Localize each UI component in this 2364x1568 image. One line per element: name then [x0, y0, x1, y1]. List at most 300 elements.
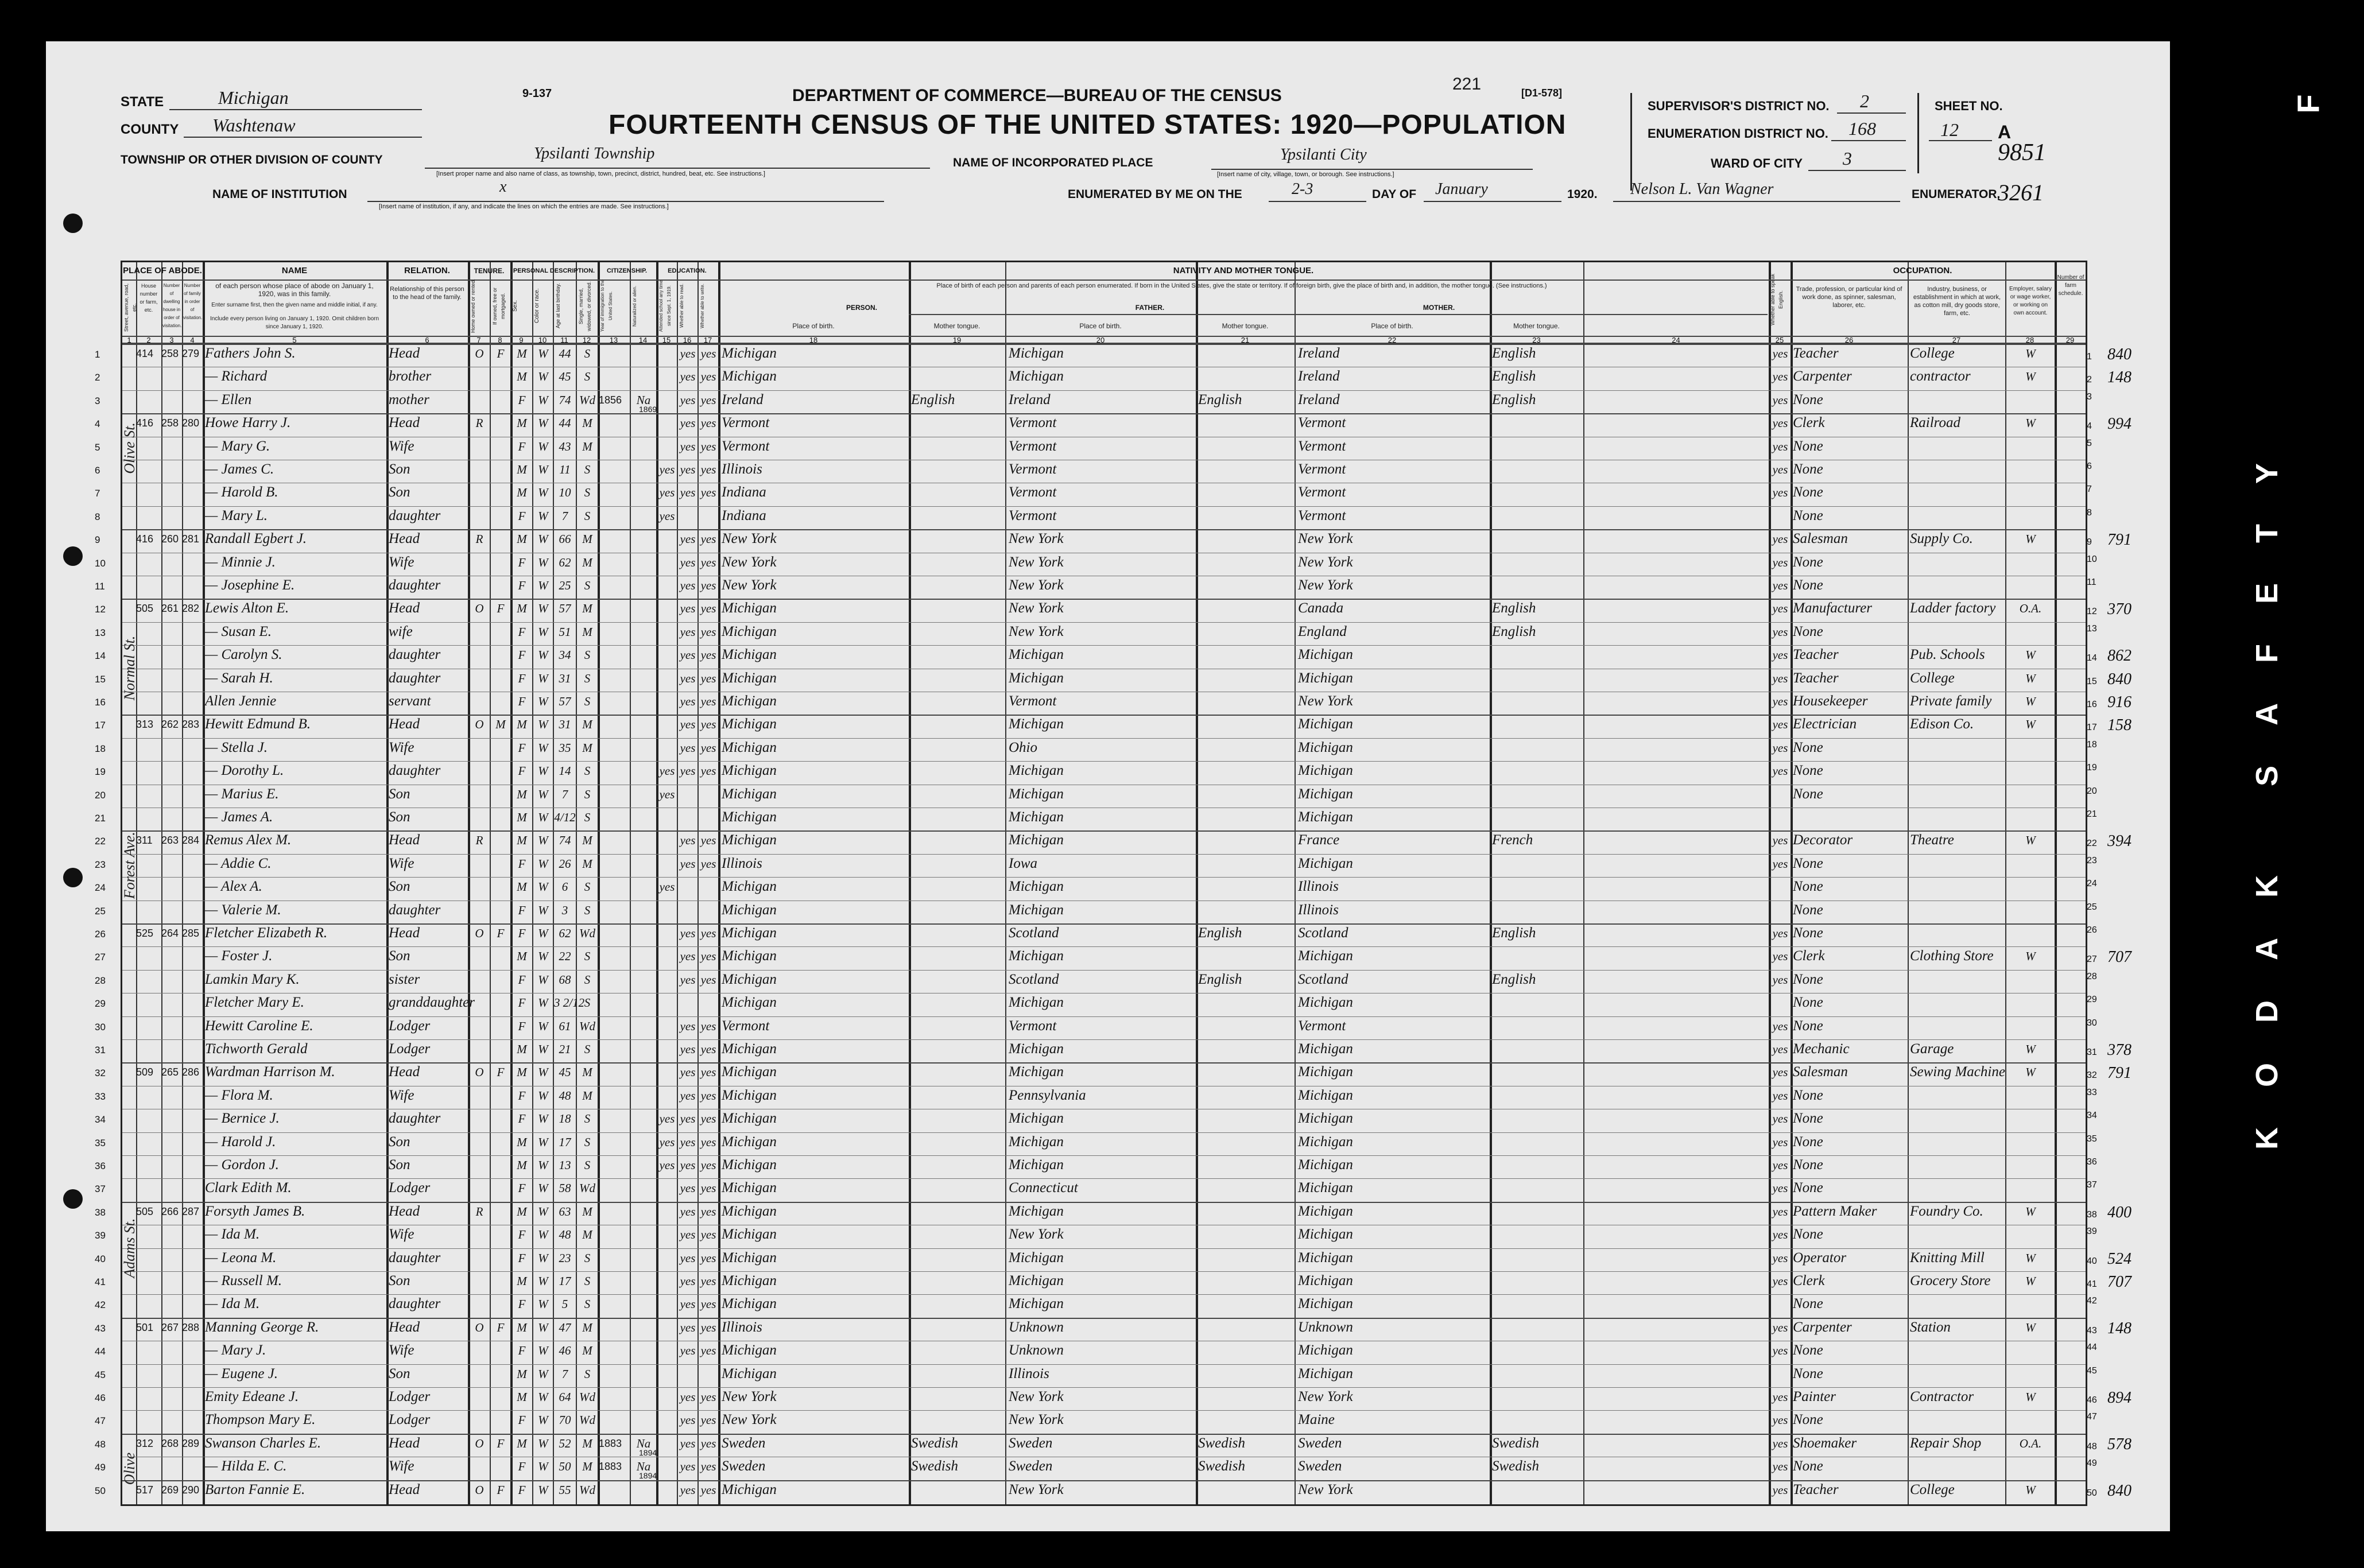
cell-rel: Lodger: [389, 1180, 431, 1196]
cell-trade: Clerk: [1793, 1273, 1825, 1288]
cell-eng: yes: [1772, 671, 1788, 685]
cell-mar: Wd: [579, 393, 595, 407]
table-row: [95, 437, 2086, 457]
cell-wr: yes: [700, 1228, 716, 1242]
line-number: 4: [95, 418, 100, 430]
cell-name: — Ellen: [205, 391, 252, 407]
cell-age: 44: [559, 347, 571, 360]
table-row: [95, 830, 2086, 851]
table-row: [95, 529, 2086, 549]
cell-wr: yes: [700, 740, 716, 755]
cell-rel: daughter: [389, 507, 441, 523]
column-number: 21: [1241, 336, 1250, 344]
cell-dw: 258: [161, 417, 179, 429]
occupation-code: 370: [2107, 600, 2132, 619]
cell-eng: yes: [1772, 463, 1788, 476]
table-row: [95, 692, 2086, 712]
cell-rel: daughter: [389, 902, 441, 918]
cell-house: 416: [136, 417, 154, 429]
table-row: [95, 413, 2086, 433]
cell-rel: daughter: [389, 670, 441, 686]
occupation-code: 862: [2107, 647, 2132, 665]
right-line-entry: [2087, 368, 2167, 387]
cell-sex: M: [517, 370, 527, 384]
line-number: 43: [95, 1322, 106, 1334]
cell-ind: Contractor: [1910, 1389, 1974, 1404]
farm-schedule-heading: Number of farm schedule.: [2057, 274, 2084, 297]
column-number: 12: [582, 336, 591, 344]
cell-rel: Son: [389, 1273, 410, 1288]
table-row: [95, 1016, 2086, 1037]
cell-mar: M: [582, 740, 592, 755]
cell-name: Fletcher Elizabeth R.: [205, 925, 328, 941]
cell-age: 13: [559, 1158, 571, 1172]
cell-ind: Repair Shop: [1910, 1435, 1982, 1451]
cell-sex: M: [517, 416, 527, 430]
occupation-code: 158: [2107, 716, 2132, 735]
cell-mort: F: [497, 347, 505, 360]
cell-rd: yes: [680, 694, 696, 708]
table-row: [95, 344, 2086, 364]
cell-fpob: Vermont: [1009, 1018, 1057, 1034]
cell-mar: M: [582, 833, 592, 848]
cell-emp: O.A.: [2019, 601, 2042, 616]
cell-age: 57: [559, 601, 571, 616]
cell-trade: Pattern Maker: [1793, 1203, 1877, 1219]
cell-pob: Michigan: [722, 786, 777, 802]
cell-sex: F: [518, 764, 526, 778]
cell-natyr: 1894: [639, 1471, 657, 1481]
right-line-entry: [2087, 508, 2167, 518]
right-line-entry: [2087, 716, 2167, 735]
cell-age: 7: [561, 1367, 568, 1381]
cell-eng: yes: [1772, 764, 1788, 778]
right-line-number: 43: [2087, 1325, 2097, 1336]
name-subheading: of each person whose place of abode on January 1, 1920, was in this family.: [215, 282, 374, 298]
cell-trade: Teacher: [1793, 647, 1839, 663]
cell-sex: M: [517, 1158, 527, 1172]
cell-age: 64: [559, 1390, 571, 1404]
cell-name: — Hilda E. C.: [205, 1458, 287, 1474]
cell-age: 51: [559, 624, 571, 639]
right-line-entry: [2087, 1389, 2167, 1407]
column-number: 14: [638, 336, 648, 344]
cell-mpob: Michigan: [1298, 1041, 1353, 1057]
cell-eng: yes: [1772, 579, 1788, 592]
cell-ind: Pub. Schools: [1910, 647, 1985, 663]
column-number: 8: [498, 336, 502, 344]
cell-race: W: [538, 903, 548, 917]
cell-mpob: Michigan: [1298, 995, 1353, 1011]
cell-mar: S: [584, 1367, 591, 1381]
industry-heading: Industry, business, or establishment in which at work, as cotton mill, dry goods store, farm, etc.: [1913, 286, 2001, 317]
line-number: 12: [95, 604, 106, 615]
cell-rd: yes: [680, 1390, 696, 1404]
cell-sex: M: [517, 810, 527, 824]
table-row: [95, 622, 2086, 642]
right-line-number: 27: [2087, 954, 2097, 965]
cell-mar: S: [584, 810, 591, 824]
cell-name: Emity Edeane J.: [205, 1389, 299, 1404]
punch-hole: [63, 214, 83, 233]
cell-fpob: Michigan: [1009, 346, 1064, 361]
cell-mpob: Michigan: [1298, 763, 1353, 779]
cell-fpob: New York: [1009, 623, 1064, 639]
cell-name: Fathers John S.: [205, 346, 296, 361]
table-row: [95, 1480, 2086, 1500]
cell-race: W: [538, 1204, 548, 1218]
line-number: 39: [95, 1230, 106, 1241]
right-line-number: 2: [2087, 375, 2092, 385]
occupation-code: 707: [2107, 948, 2132, 967]
cell-fpob: Michigan: [1009, 1203, 1064, 1219]
cell-name: Lewis Alton E.: [205, 600, 289, 616]
cell-eng: yes: [1772, 1228, 1788, 1242]
cell-mar: S: [584, 1251, 591, 1265]
form-number: 9-137: [522, 87, 552, 100]
cell-trade: None: [1793, 879, 1823, 895]
line-number: 40: [95, 1253, 106, 1264]
cell-fpob: Scotland: [1009, 925, 1059, 941]
cell-mort: F: [497, 1436, 505, 1450]
cell-age: 31: [559, 671, 571, 685]
cell-race: W: [538, 1112, 548, 1126]
cell-mar: S: [584, 1042, 591, 1056]
cell-rel: Lodger: [389, 1041, 431, 1057]
cell-rd: yes: [680, 1088, 696, 1103]
cell-mar: S: [584, 1274, 591, 1288]
cell-race: W: [538, 949, 548, 964]
cell-wr: yes: [700, 1088, 716, 1103]
cell-mar: S: [584, 1297, 591, 1311]
cell-eng: yes: [1772, 949, 1788, 964]
cell-fpob: Vermont: [1009, 461, 1057, 477]
cell-age: 4/12: [554, 810, 576, 824]
cell-wr: yes: [700, 1274, 716, 1288]
line-number: 10: [95, 557, 106, 569]
cell-rel: Wife: [389, 1342, 414, 1359]
occupation-code: 791: [2107, 1064, 2132, 1082]
cell-mpob: Michigan: [1298, 948, 1353, 964]
occupation-code: 894: [2107, 1389, 2132, 1407]
right-line-entry: [2087, 809, 2167, 820]
cell-name: — Foster J.: [205, 948, 273, 964]
nativity-subheading: Place of birth of each person and parents of each person enumerated. If born in the United States, give the state or territory. If of foreign birth, give the place of birth and, in addition, the mother tongue. (See instructions.): [936, 282, 1547, 289]
cell-own: R: [475, 1204, 483, 1218]
cell-wr: yes: [700, 601, 716, 616]
cell-trade: None: [1793, 438, 1823, 454]
person-heading: PERSON.: [846, 304, 877, 312]
line-number: 47: [95, 1415, 106, 1427]
cell-mar: S: [584, 347, 591, 360]
person-pob-heading: Place of birth.: [792, 322, 835, 330]
cell-race: W: [538, 717, 548, 732]
column-number: 24: [1672, 336, 1680, 344]
cell-sex: F: [518, 996, 526, 1010]
cell-rel: Wife: [389, 1458, 414, 1474]
street-heading: Street, avenue, road, etc.: [123, 283, 137, 332]
cell-trade: Carpenter: [1793, 368, 1852, 385]
cell-name: Randall Egbert J.: [205, 531, 307, 547]
cell-mpob: Ireland: [1298, 346, 1340, 361]
table-row: [95, 715, 2086, 735]
cell-name: — James C.: [205, 461, 274, 477]
cell-eng: yes: [1772, 694, 1788, 708]
occupation-code: 994: [2107, 415, 2132, 433]
cell-own: O: [475, 1482, 484, 1497]
right-line-number: 26: [2087, 925, 2097, 935]
cell-name: — Mary G.: [205, 438, 270, 454]
cell-race: W: [538, 880, 548, 894]
right-line-entry: [2087, 693, 2167, 712]
column-number: 1: [127, 336, 131, 344]
table-row: [95, 993, 2086, 1013]
owned-heading: Home owned or rented.: [470, 278, 476, 333]
cell-fpob: New York: [1009, 531, 1064, 547]
mother-pob-heading: Place of birth.: [1371, 322, 1413, 330]
cell-rel: Lodger: [389, 1018, 431, 1034]
column-number: 19: [952, 336, 962, 344]
right-line-number: 6: [2087, 461, 2092, 471]
cell-wr: yes: [700, 1436, 716, 1450]
table-row: [95, 553, 2086, 573]
cell-race: W: [538, 1297, 548, 1311]
cell-pob: New York: [722, 554, 777, 570]
cell-own: R: [475, 833, 483, 848]
cell-age: 50: [559, 1460, 571, 1474]
cell-name: — Russell M.: [205, 1273, 282, 1288]
cell-pob: Vermont: [722, 438, 770, 454]
cell-age: 47: [559, 1320, 571, 1334]
cell-wr: yes: [700, 347, 716, 360]
cell-eng: yes: [1772, 833, 1788, 848]
cell-house: 501: [136, 1321, 154, 1333]
street-label: Olive: [121, 1452, 138, 1485]
cell-wr: yes: [700, 1112, 716, 1126]
cell-sex: F: [518, 926, 526, 940]
cell-sex: M: [517, 486, 527, 500]
cell-age: 23: [559, 1251, 571, 1265]
cell-dw: 262: [161, 719, 179, 731]
cell-fpob: Michigan: [1009, 809, 1064, 825]
sheet-stamp: 221: [1452, 75, 1482, 94]
street-label: Adams St.: [121, 1218, 138, 1278]
table-row: [95, 1434, 2086, 1457]
cell-rd: yes: [680, 1460, 696, 1474]
cell-race: W: [538, 787, 548, 801]
column-number: 25: [1775, 336, 1784, 344]
cell-fam: 282: [182, 603, 200, 615]
right-line-number: 34: [2087, 1111, 2097, 1121]
line-number: 35: [95, 1137, 106, 1148]
cell-nat: Na: [636, 393, 651, 407]
cell-eng: yes: [1772, 1274, 1788, 1288]
cell-age: 7: [561, 787, 568, 801]
cell-pob: Michigan: [722, 1180, 777, 1196]
cell-imm: 1856: [599, 394, 622, 406]
cell-mpob: Michigan: [1298, 1227, 1353, 1243]
cell-pob: New York: [722, 577, 777, 593]
father-pob-heading: Place of birth.: [1079, 322, 1122, 330]
right-line-number: 49: [2087, 1458, 2097, 1469]
cell-pob: Michigan: [722, 925, 777, 941]
cell-fpob: Vermont: [1009, 438, 1057, 454]
cell-own: R: [475, 416, 483, 430]
right-line-number: 45: [2087, 1365, 2097, 1376]
sex-heading: Sex.: [512, 300, 518, 312]
cell-race: W: [538, 694, 548, 708]
cell-fpob: New York: [1009, 1389, 1064, 1404]
cell-wr: yes: [700, 856, 716, 871]
cell-name: Allen Jennie: [205, 693, 277, 709]
line-number: 1: [95, 349, 100, 360]
cell-pob: Michigan: [722, 623, 777, 639]
cell-rd: yes: [680, 624, 696, 639]
cell-fam: 285: [182, 927, 200, 939]
cell-race: W: [538, 972, 548, 987]
cell-mt: Swedish: [911, 1458, 958, 1474]
cell-eng: yes: [1772, 1413, 1788, 1427]
cell-own: O: [475, 1320, 484, 1334]
cell-mort: M: [495, 717, 506, 732]
mother-mt-heading: Mother tongue.: [1513, 322, 1560, 330]
cell-fpob: Sweden: [1009, 1458, 1053, 1474]
cell-mmt: French: [1492, 832, 1533, 848]
cell-rd: yes: [680, 740, 696, 755]
cell-wr: yes: [700, 833, 716, 848]
cell-age: 6: [561, 880, 568, 894]
cell-age: 58: [559, 1181, 571, 1196]
cell-rel: Son: [389, 1157, 410, 1173]
cell-emp: W: [2025, 1251, 2036, 1265]
cell-mmt: English: [1492, 600, 1536, 616]
enumerator-label: ENUMERATOR.: [1912, 188, 2001, 201]
right-line-number: 18: [2087, 739, 2097, 750]
cell-race: W: [538, 370, 548, 384]
institution-label: NAME OF INSTITUTION: [212, 188, 347, 201]
cell-mar: M: [582, 555, 592, 569]
cell-sex: F: [518, 903, 526, 917]
cell-fpob: New York: [1009, 577, 1064, 593]
cell-pob: Michigan: [722, 368, 777, 385]
cell-rd: yes: [680, 949, 696, 964]
cell-race: W: [538, 1413, 548, 1427]
cell-sex: F: [518, 1112, 526, 1126]
cell-dw: 267: [161, 1321, 179, 1333]
right-line-entry: [2087, 438, 2167, 449]
supervisor-label: SUPERVISOR'S DISTRICT NO.: [1648, 99, 1830, 113]
cell-trade: Clerk: [1793, 415, 1825, 431]
cell-ind: Private family: [1910, 693, 1992, 709]
cell-name: — Harold J.: [205, 1134, 276, 1150]
cell-age: 22: [559, 949, 571, 964]
cell-mmt: English: [1492, 391, 1536, 407]
cell-emp: W: [2025, 1320, 2036, 1334]
cell-sex: M: [517, 717, 527, 732]
cell-race: W: [538, 1135, 548, 1149]
education-heading: EDUCATION.: [668, 267, 707, 274]
table-row: [95, 645, 2086, 665]
cell-name: Tichworth Gerald: [205, 1041, 308, 1057]
line-number: 24: [95, 882, 106, 894]
cell-wr: yes: [700, 1065, 716, 1080]
cell-rel: Head: [389, 1481, 420, 1497]
line-number: 27: [95, 952, 106, 963]
cell-race: W: [538, 926, 548, 940]
cell-race: W: [538, 416, 548, 430]
cell-fpob: Michigan: [1009, 716, 1064, 732]
cell-race: W: [538, 1181, 548, 1196]
cell-mmt: English: [1492, 346, 1536, 361]
line-number: 34: [95, 1114, 106, 1125]
cell-sex: M: [517, 787, 527, 801]
line-number: 19: [95, 766, 106, 778]
cell-sex: F: [518, 856, 526, 871]
cell-house: 505: [136, 603, 154, 615]
cell-dw: 266: [161, 1205, 179, 1217]
table-row: [95, 1178, 2086, 1198]
cell-wr: yes: [700, 1413, 716, 1427]
cell-emp: W: [2025, 1274, 2036, 1288]
cell-fam: 286: [182, 1066, 200, 1078]
cell-eng: yes: [1772, 624, 1788, 639]
cell-mar: S: [584, 880, 591, 894]
county-label: COUNTY: [121, 122, 179, 137]
cell-house: 517: [136, 1484, 154, 1496]
cell-race: W: [538, 1019, 548, 1033]
line-number: 16: [95, 697, 106, 708]
cell-mar: Wd: [579, 1482, 595, 1497]
cell-mpob: Michigan: [1298, 1365, 1353, 1381]
cell-wr: yes: [700, 416, 716, 430]
cell-fpob: New York: [1009, 1227, 1064, 1243]
cell-wr: yes: [700, 555, 716, 569]
cell-rd: yes: [680, 1297, 696, 1311]
cell-trade: None: [1793, 1342, 1823, 1359]
cell-fpob: Michigan: [1009, 368, 1064, 385]
cell-mar: M: [582, 856, 592, 871]
cell-trade: Teacher: [1793, 1481, 1839, 1497]
cell-name: — Minnie J.: [205, 554, 276, 570]
right-line-number: 32: [2087, 1070, 2097, 1081]
table-row: [95, 483, 2086, 503]
occupation-heading: OCCUPATION.: [1893, 266, 1952, 275]
cell-mort: F: [497, 1482, 505, 1497]
cell-rd: yes: [680, 856, 696, 871]
cell-trade: None: [1793, 1157, 1823, 1173]
cell-emp: W: [2025, 347, 2036, 360]
cell-rd: yes: [680, 1042, 696, 1056]
cell-own: R: [475, 532, 483, 546]
cell-mpob: Vermont: [1298, 461, 1346, 477]
cell-name: — Bernice J.: [205, 1111, 280, 1127]
cell-mar: M: [582, 1065, 592, 1080]
cell-name: — James A.: [205, 809, 273, 825]
table-row: [95, 738, 2086, 758]
cell-wr: yes: [700, 1460, 716, 1474]
cell-house: 414: [136, 348, 154, 359]
punch-hole: [63, 868, 83, 887]
right-line-entry: [2087, 1273, 2167, 1291]
right-line-number: 12: [2087, 607, 2097, 617]
cell-fpob: Unknown: [1009, 1319, 1064, 1335]
cell-mpob: Michigan: [1298, 647, 1353, 663]
cell-name: — Josephine E.: [205, 577, 295, 593]
cell-wr: yes: [700, 463, 716, 476]
cell-own: O: [475, 717, 484, 732]
cell-age: 62: [559, 555, 571, 569]
cell-sex: F: [518, 1088, 526, 1103]
